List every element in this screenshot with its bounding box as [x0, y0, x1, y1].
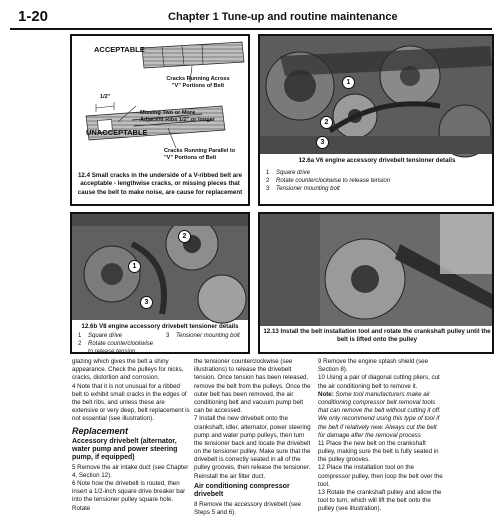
legend-item: 2 Rotate counterclockwise to release tension: [78, 341, 154, 356]
text-column-1: [72, 358, 190, 513]
engine-photo-v8: [72, 214, 248, 320]
paragraph: glazing which gives the belt a shiny appearance. Check the pulleys for nicks, cracks, distortion and corrosion.: [72, 358, 184, 382]
figure-12-6b-legend: [78, 332, 158, 356]
figure-12-4: [70, 34, 250, 206]
paragraph: 8 Remove the accessory drivebelt (see Steps 5 and 6).: [194, 500, 301, 516]
legend-item: 1 Square drive: [266, 170, 311, 176]
page-header: [10, 8, 492, 28]
note-cracks-across: Cracks Running Across "V" Portions of Belt: [166, 76, 230, 89]
figure-12-6b: [70, 212, 250, 354]
paragraph: 7 Install the new drivebelt onto the crankshaft, idler, alternator, power steering pump and water pump pulleys, then turn the tensioner back and locate the drivebelt on the tensioner pulley. Make sure that the drivebelt is correctly seated in all of the pulley grooves, then release the tensioner. Reinstall the air filter duct.: [194, 415, 311, 480]
legend-item: 3 Tensioner mounting bolt: [166, 333, 240, 339]
figure-12-13: [258, 212, 494, 354]
acceptable-label: ACCEPTABLE: [94, 45, 145, 54]
figure-12-6a: [258, 34, 494, 206]
subsection-heading-accessory-drivebelt: Accessory drivebelt (alternator, water pump and power steering pump, if equipped): [72, 437, 178, 462]
paragraph: 4 Note that it is not unusual for a ribbed belt to exhibit small cracks in the edges of the belt ribs, and unless these are extensive or very deep, belt replacement is not essential (see illustration).: [72, 382, 190, 423]
paragraph: 6 Note how the drivebelt is routed, then insert a 1/2-inch square drive breaker bar into the tensioner pulley square hole. Rotate: [72, 480, 186, 512]
dimension-label: 1/2": [100, 94, 111, 100]
unacceptable-label: UNACCEPTABLE: [86, 128, 148, 137]
section-heading-replacement: Replacement: [72, 425, 129, 436]
paragraph: 9 Remove the engine splash shield (see Section 8).: [318, 358, 429, 374]
paragraph: 11 Place the new belt on the crankshaft pulley, making sure the belt is fully seated in the pulley grooves.: [318, 439, 439, 464]
engine-photo-v6: [260, 36, 492, 154]
figure-12-4-caption: 12.4 Small cracks in the underside of a V-ribbed belt are acceptable - lengthwise cracks, or missing pieces that cause the belt to make noise, are cause for replacement: [77, 172, 243, 196]
figure-12-6a-caption: 12.6a V6 engine accessory drivebelt tensioner details: [298, 157, 456, 164]
figure-12-13-caption: 12.13 Install the belt installation tool and rotate the crankshaft pulley until the belt is lifted onto the pulley: [263, 328, 491, 344]
figure-12-6a-legend: [266, 169, 490, 193]
figure-12-6a-photo: [260, 36, 492, 154]
paragraph: the tensioner counterclockwise (see illustrations) to release the drivebelt tension. Once tension has been released, remove the belt from the pulleys. Once the outer belt has been removed, the air conditioning belt and vacuum pump belt can be accessed.: [194, 358, 311, 415]
legend-item: 3 Tensioner mounting bolt: [266, 186, 340, 193]
callout-3: 3: [140, 296, 153, 309]
legend-item: 2 Rotate counterclockwise to release tension: [266, 178, 391, 185]
note-missing-ribs: Missing Two or More Adjacent Ribs 1/2" or longer: [140, 110, 216, 123]
callout-1: 1: [128, 260, 141, 273]
callout-3: 3: [316, 136, 329, 149]
figure-12-6b-photo: [72, 214, 248, 320]
note-paragraph: Note: Some tool manufacturers make air conditioning compressor belt removal tools that can remove the belt without cutting it off. We only recommend using this type of tool if the belt if relatively new. Always cut the belt for damage after the removal process: [318, 390, 441, 439]
callout-1: 1: [342, 76, 355, 89]
note-parallel: Cracks Running Parallel to "V" Portions of Belt: [164, 148, 236, 161]
page-number: 1-20: [18, 8, 49, 25]
paragraph: 12 Place the installation tool on the compressor pulley, then loop the belt over the tool.: [318, 464, 443, 488]
chapter-title: Chapter 1 Tune-up and routine maintenance: [168, 11, 398, 23]
belt-diagram: [72, 36, 248, 170]
paragraph: 5 Remove the air intake duct (see Chapter 4, Section 12).: [72, 463, 189, 479]
paragraph: 13 Rotate the crankshaft pulley and allow the tool to turn, which will lift the belt onto the pulley (see illustration).: [318, 489, 442, 513]
callout-2: 2: [320, 116, 333, 129]
subsection-heading-ac-drivebelt: Air conditioning compressor drivebelt: [194, 482, 290, 499]
crankshaft-photo: [260, 214, 492, 326]
figure-12-6b-legend-2: [166, 332, 246, 340]
header-rule: [10, 28, 492, 30]
figure-12-13-photo: [260, 214, 492, 326]
legend-item: 1 Square drive: [78, 333, 123, 339]
acceptable-belt: [142, 42, 244, 68]
paragraph: 10 Using a pair of diagonal cutting pliers, cut the air conditioning belt to remove it.: [318, 374, 440, 390]
text-column-2: [194, 358, 314, 517]
callout-2: 2: [178, 230, 191, 243]
text-column-3: [318, 358, 444, 514]
figure-12-6b-caption: 12.6b V8 engine accessory drivebelt tensioner details: [81, 323, 239, 330]
